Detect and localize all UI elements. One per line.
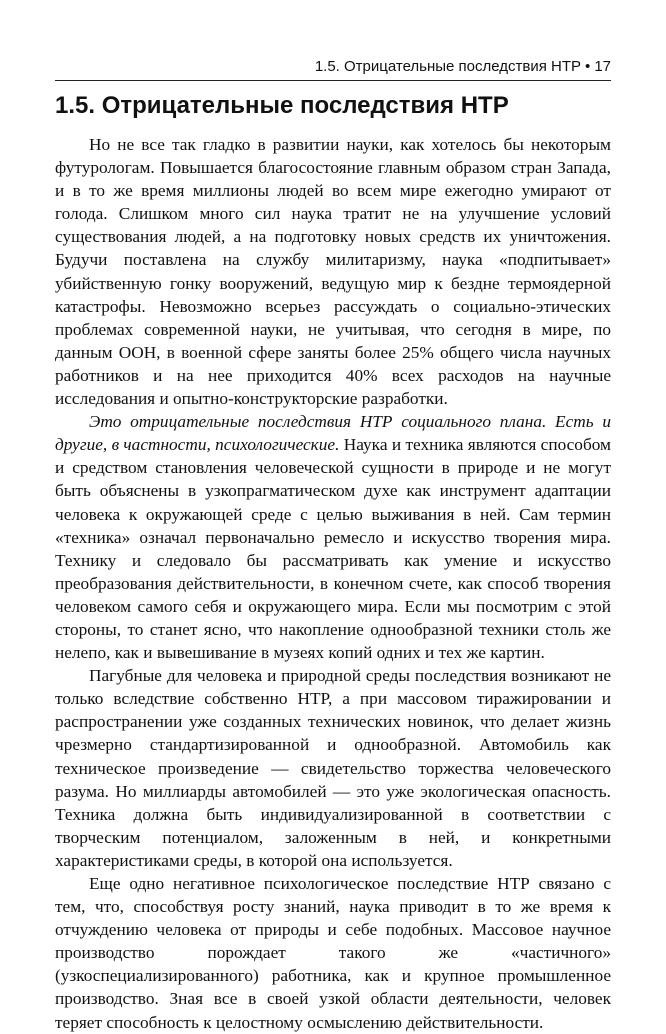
running-head (55, 58, 611, 81)
paragraph-4 (55, 872, 611, 1034)
paragraph-3 (55, 664, 611, 872)
paragraph-2 (55, 410, 611, 664)
paragraph-2-text: Наука и техника являются способом и средством становления человеческой сущности в природе и не могут быть объяснены в узкопрагматическом духе как инструмент адаптации человека к окружающей среде с целью выживания в ней. Сам термин «техника» означал первоначально ремесло и искусство творения мира. Технику и следовало бы рассматривать как умение и искусство преобразования действительности, в конечном счете, как способ творения человеком самого себя и окружающего мира. Если мы посмотрим с этой стороны, то станет ясно, что накопление однообразной техники столь же нелепо, как и вывешивание в музеях копий одних и тех же картин. (55, 435, 611, 663)
paragraph-1 (55, 133, 611, 410)
body-text (55, 133, 611, 1034)
running-head-bullet: • (585, 58, 591, 75)
paragraph-3-text: Пагубные для человека и природной среды последствия возникают не только вследствие собственно НТР, а при массовом тиражировании и распространении уже созданных технических новинок, что делает жизнь чрезмерно стандартизированной и однообразной. Автомобиль как техническое произведение — свидетельство торжества человеческого разума. Но миллиарды автомобилей — это уже экологическая опасность. Техника должна быть индивидуализированной в соответствии с творческим потенциалом, заложенным в ней, и конкретными характеристиками среды, в которой она используется. (55, 666, 611, 870)
page-number: 17 (594, 58, 611, 75)
section-title: 1.5. Отрицательные последствия НТР (55, 92, 509, 119)
paragraph-1-text: Но не все так гладко в развитии науки, как хотелось бы некоторым футурологам. Повышается благосостояние главным образом стран Запада, и в то же время миллионы людей во всем мире ежегодно умирают от голода. Слишком много сил наука тратит не на улучшение условий существования людей, а на подготовку новых средств их уничтожения. Будучи поставлена на службу милитаризму, наука «подпитывает» убийственную гонку вооружений, ведущую мир к бездне термоядерной катастрофы. Невозможно всерьез рассуждать о социально-этических проблемах современной науки, не учитывая, что сегодня в мире, по данным ООН, в военной сфере заняты более 25% общего числа научных работников и на нее приходится 40% всех расходов на научные исследования и опытно-конструкторские разработки. (55, 135, 611, 409)
paragraph-2-italic-lead: Это отрицательные последствия НТР социального плана. Есть и другие, в частности, психологические. (55, 412, 611, 455)
paragraph-4-text: Еще одно негативное психологическое последствие НТР связано с тем, что, способствуя росту знаний, наука приводит в то же время к отчуждению человека от природы и себе подобных. Массовое научное производство порождает такого же «частичного» (узкоспециализированного) работника, как и крупное промышленное производство. Зная все в своей узкой области деятельности, человек теряет способность к целостному осмыслению действительности. (55, 874, 611, 1032)
running-head-section: 1.5. Отрицательные последствия НТР (314, 58, 582, 75)
